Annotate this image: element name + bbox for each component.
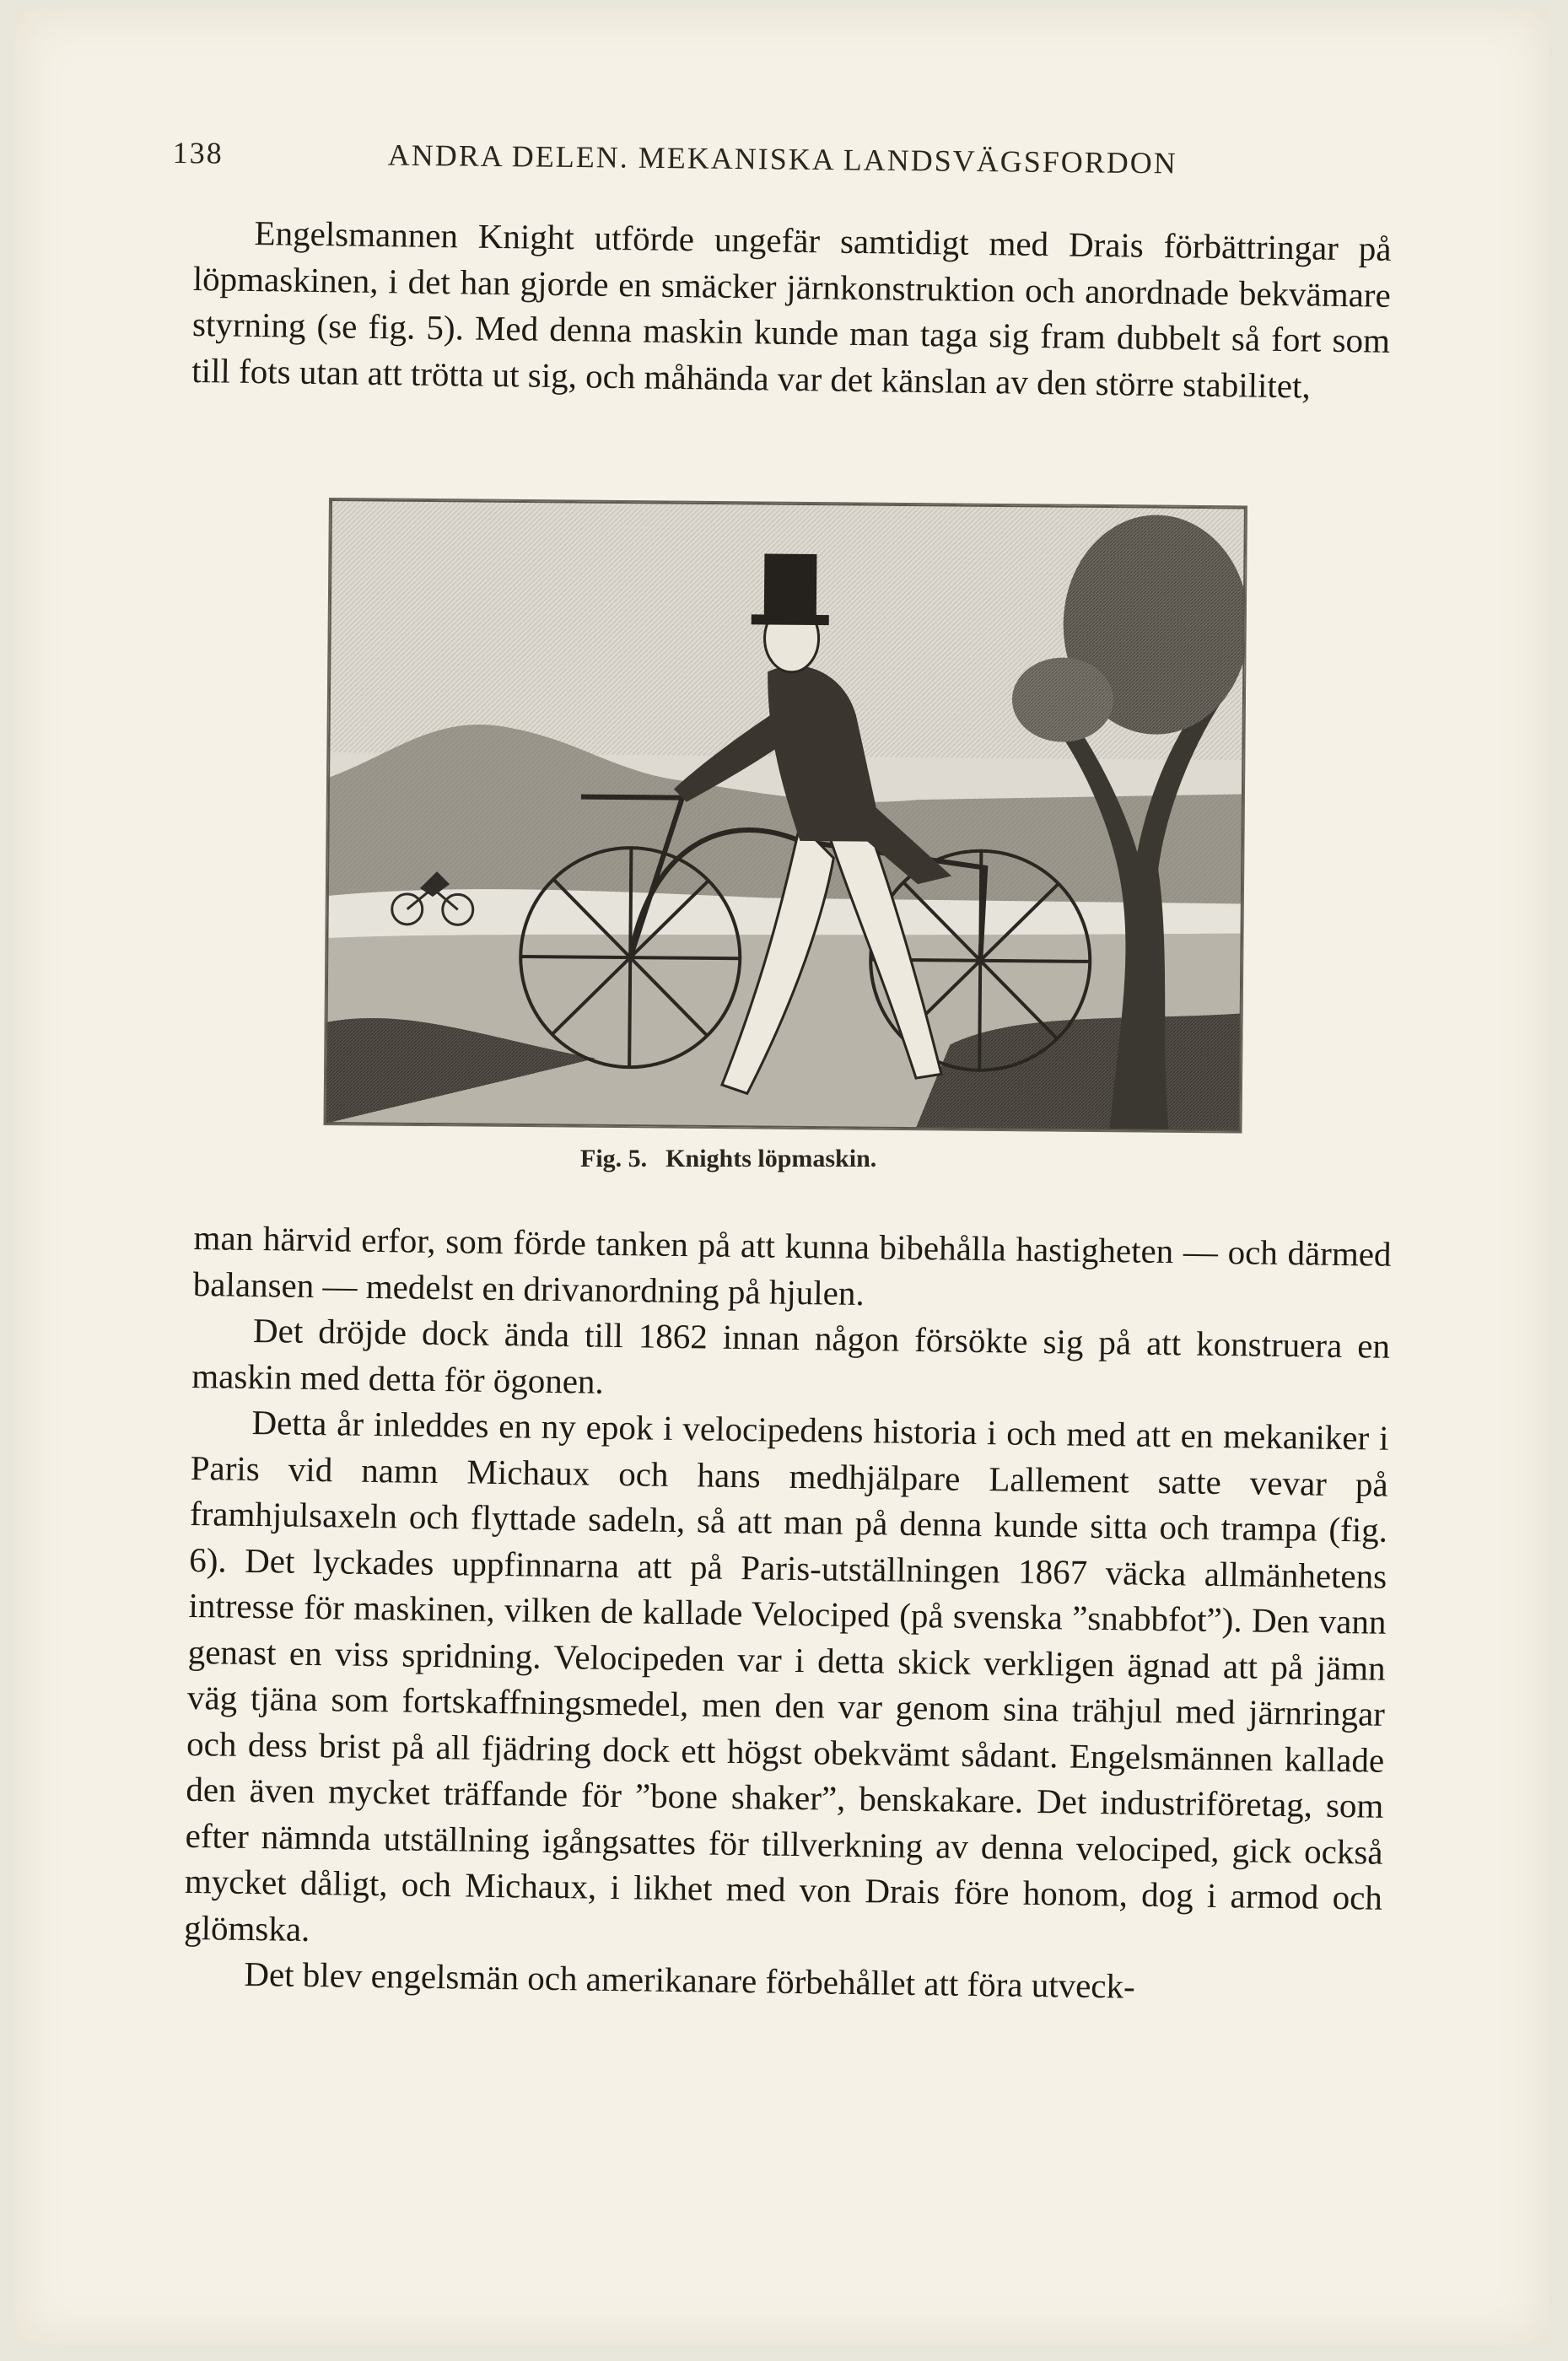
running-title: ANDRA DELEN. MEKANISKA LANDSVÄGSFORDON <box>387 137 1177 181</box>
paragraph: Det dröjde dock ända till 1862 innan någon försökte sig på att konstruera en maskin med detta för ögonen. <box>191 1310 1391 1401</box>
figure-label: Fig. 5. <box>580 1145 648 1172</box>
paragraph: Detta år inleddes en ny epok i velocipedens historia i och med att en mekaniker i Paris vid namn Michaux och hans medhjälpare Lallement satte vevar på framhjulsaxeln och flyttade sadeln, så att man på denna kunde sitta och trampa (fig. 6). Det lyckades uppfinnarna att på Paris-utställningen 1867 väcka allmänhetens intresse för maskinen, vilken de kallade Velociped (på svenska ”snabbfot”). Den vann genast en viss spridning. Velocipeden var i detta skick verkligen ägnad att på jämn väg tjäna som fortskaffningsmedel, men den var genom sina trähjul med järnringar och dess brist på all fjädring dock ett högst obekvämt sådant. Engelsmännen kallade den även mycket träffande för ”bone shaker”, benskakare. Det industriföretag, som efter nämnda utställning igångsattes för tillverkning av denna velociped, gick också mycket dåligt, och Michaux, i likhet med von Drais före honom, dog i armod och glömska. <box>183 1402 1389 1949</box>
text-block-top <box>191 209 1392 410</box>
paragraph: Engelsmannen Knight utförde ungefär samtidigt med Drais förbättringar på löpmaskinen, i det han gjorde en smäcker järnkonstruktion och anordnade bekvämare styrning (se fig. 5). Med denna maskin kunde man taga sig fram dubbelt så fort som till fots utan att trötta ut sig, och måhända var det känslan av den större stabilitet, <box>191 213 1392 405</box>
paragraph: man härvid erfor, som förde tanken på att kunna bibehålla hastigheten — och därmed balansen — medelst en drivanordning på hjulen. <box>192 1217 1392 1313</box>
page-number: 138 <box>172 135 224 170</box>
figure-caption <box>580 1145 1086 1173</box>
text-block-bottom <box>183 1215 1392 2013</box>
figure-engraving <box>324 498 1247 1133</box>
paragraph: Det blev engelsmän och amerikanare förbehållet att föra utveck- <box>244 1954 1136 2006</box>
knight-draisine-illustration <box>326 499 1246 1131</box>
figure-caption-text: Knights löpmaskin. <box>665 1145 877 1172</box>
